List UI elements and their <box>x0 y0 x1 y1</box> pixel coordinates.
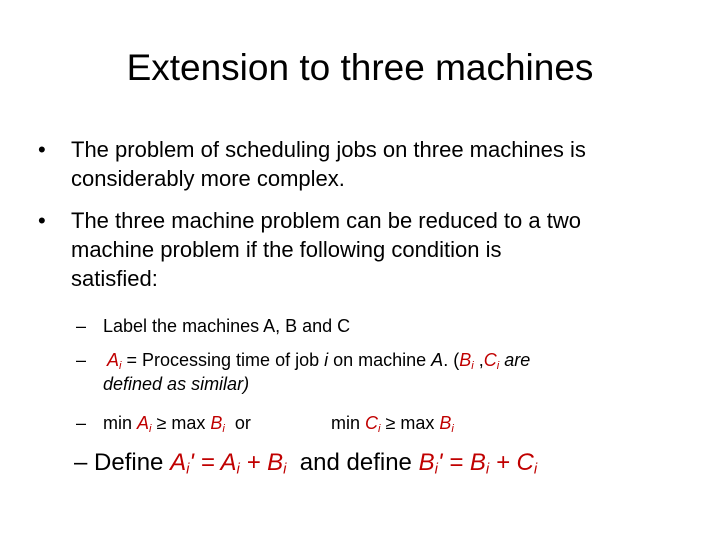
var-b: B <box>418 449 435 476</box>
bullet-line: machine problem if the following condition is <box>71 237 502 262</box>
text-segment: ≥ max <box>151 413 211 433</box>
text-segment: are <box>499 350 531 370</box>
plus-sign: + <box>489 449 517 476</box>
bullet-text <box>71 206 711 293</box>
var-a: A <box>137 413 150 433</box>
prime-equals: ' = <box>437 449 470 476</box>
prime-equals: ' = <box>189 449 221 476</box>
plus-sign: + <box>239 449 268 476</box>
var-b-subscript: i <box>283 461 287 478</box>
text-segment: ≥ max <box>380 413 440 433</box>
var-machine: A <box>431 350 444 370</box>
var-a: A <box>170 449 187 476</box>
var-b: B <box>267 449 284 476</box>
text-segment: Define <box>87 449 171 476</box>
text-segment: min <box>331 413 366 433</box>
bullet-marker: • <box>38 208 46 233</box>
var-a-subscript: i <box>149 422 152 435</box>
var-b: B <box>469 449 486 476</box>
var-b: B <box>210 413 223 433</box>
bullet-text <box>71 135 711 193</box>
var-b-subscript: i <box>434 461 438 478</box>
var-c-subscript: i <box>533 461 538 478</box>
var-b: B <box>459 350 472 370</box>
var-a: A <box>220 449 237 476</box>
var-b-subscript: i <box>451 422 454 435</box>
bullet-line: The problem of scheduling jobs on three machines is <box>71 137 586 162</box>
sub-bullet-dash: – <box>76 316 87 336</box>
var-b-subscript: i <box>222 422 225 435</box>
var-a-subscript: i <box>119 359 122 372</box>
bullet-marker: • <box>38 137 46 162</box>
text-segment: , <box>473 350 484 370</box>
sub-bullet-continuation: defined as similar) <box>103 374 250 394</box>
sub-bullet-dash: – <box>76 413 87 433</box>
sub-bullet-text-alt <box>331 411 454 441</box>
bullet-line: considerably more complex. <box>71 166 345 191</box>
bullet-line: satisfied: <box>71 266 158 291</box>
sub-bullet-dash: – <box>74 449 88 476</box>
text-segment: on machine <box>328 350 432 370</box>
var-a: A <box>107 350 120 370</box>
text-segment: or <box>224 413 251 433</box>
var-c: C <box>483 350 497 370</box>
sub-bullet-text: Label the machines A, B and C <box>103 316 351 336</box>
sub-bullet-text <box>103 411 251 441</box>
text-segment: and define <box>286 449 419 476</box>
var-c-subscript: i <box>496 359 500 372</box>
var-c: C <box>516 449 534 476</box>
var-b-subscript: i <box>485 461 490 478</box>
text-segment: . ( <box>443 350 460 370</box>
bullet-line: The three machine problem can be reduced to a two <box>71 208 581 233</box>
var-job: i <box>324 350 329 370</box>
var-b: B <box>439 413 452 433</box>
text-segment: min <box>103 413 138 433</box>
var-b-subscript: i <box>471 359 474 372</box>
slide-title: Extension to three machines <box>126 47 594 88</box>
define-line <box>74 448 537 485</box>
var-c: C <box>365 413 379 433</box>
var-a-subscript: i <box>186 461 190 478</box>
var-a-subscript: i <box>236 461 240 478</box>
text-segment: = Processing time of job <box>121 350 325 370</box>
sub-bullet-dash: – <box>76 350 87 370</box>
var-c-subscript: i <box>378 422 381 435</box>
